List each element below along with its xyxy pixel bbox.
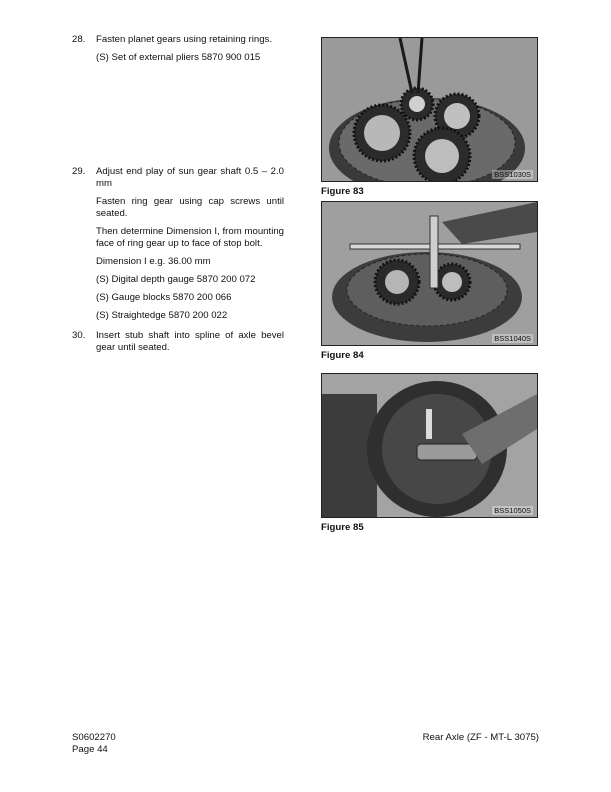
step-text: Then determine Dimension I, from mounting face of ring gear up to face of stop bolt.: [96, 226, 284, 249]
stub-shaft-photo: [321, 373, 538, 518]
figure-caption: Figure 84: [321, 350, 364, 361]
planet-gears-photo: [321, 37, 538, 182]
tool-reference: (S) Set of external pliers 5870 900 015: [96, 52, 261, 63]
end-play-measurement-photo: [321, 201, 538, 346]
figure-83: [321, 37, 538, 197]
step-28: [72, 34, 284, 64]
figure-caption: Figure 83: [321, 186, 364, 197]
footer-section-title: Rear Axle (ZF - MT-L 3075): [422, 732, 539, 743]
step-text: Fasten planet gears using retaining rings.: [96, 34, 272, 45]
tool-reference: (S) Gauge blocks 5870 200 066: [96, 292, 232, 303]
step-number: 30.: [72, 330, 86, 341]
document-number: S0602270: [72, 732, 116, 743]
footer-left: [72, 732, 116, 756]
planet-gears-illustration: [322, 38, 537, 181]
step-number: 29.: [72, 166, 86, 177]
figure-84: [321, 201, 538, 361]
tool-reference: (S) Straightedge 5870 200 022: [96, 310, 228, 321]
straightedge-illustration: [322, 202, 537, 345]
stub-shaft-illustration: [322, 374, 537, 517]
figure-code: BSS1040S: [494, 334, 531, 343]
page-number: Page 44: [72, 744, 108, 755]
step-text: Adjust end play of sun gear shaft 0.5 – 2.0 mm: [96, 166, 284, 189]
step-text: Fasten ring gear using cap screws until seated.: [96, 196, 284, 219]
figure-code: BSS1050S: [494, 506, 531, 515]
figure-caption: Figure 85: [321, 522, 364, 533]
step-29: [72, 166, 284, 322]
figure-85: [321, 373, 538, 533]
tool-reference: (S) Digital depth gauge 5870 200 072: [96, 274, 256, 285]
step-text: Insert stub shaft into spline of axle bevel gear until seated.: [96, 330, 284, 353]
procedure-steps: [72, 34, 284, 360]
step-30: [72, 330, 284, 354]
figure-code: BSS1030S: [494, 170, 531, 179]
step-number: 28.: [72, 34, 86, 45]
step-text: Dimension I e.g. 36.00 mm: [96, 256, 211, 267]
